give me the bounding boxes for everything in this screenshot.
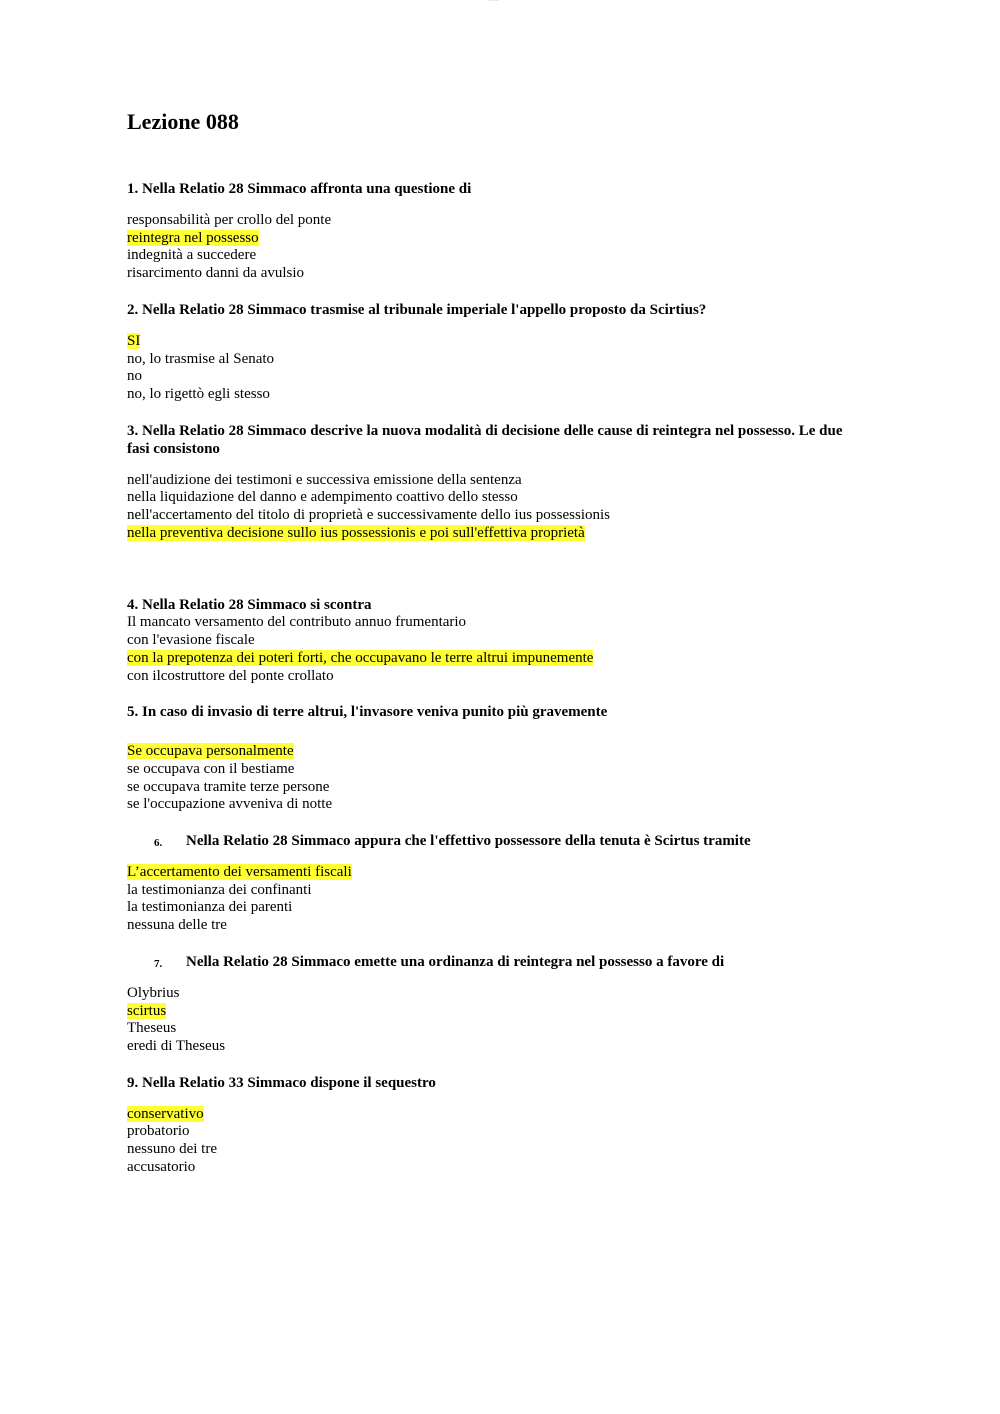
answer-options <box>127 743 867 814</box>
answer-options <box>127 1106 867 1177</box>
answer-options <box>127 864 867 935</box>
answer-option-text: nessuna delle tre <box>127 917 227 934</box>
answer-option-text: Se occupava personalmente <box>127 743 294 760</box>
answer-option <box>127 368 867 386</box>
answer-option-correct <box>127 230 867 248</box>
answer-option <box>127 882 867 900</box>
question-2 <box>127 301 867 404</box>
answer-option-text: nessuno dei tre <box>127 1141 217 1158</box>
answer-option <box>127 632 867 650</box>
answer-options <box>127 333 867 404</box>
question-1 <box>127 180 867 283</box>
question-number: 6. <box>154 837 163 850</box>
answer-option <box>127 614 867 632</box>
answer-options <box>127 985 867 1056</box>
document-page <box>127 108 867 1195</box>
question-text: 2. Nella Relatio 28 Simmaco trasmise al tribunale imperiale l'appello proposto da Scirtius? <box>127 301 707 318</box>
answer-option <box>127 668 867 686</box>
answer-options <box>127 614 867 685</box>
answer-option-text: con la prepotenza dei poteri forti, che occupavano le terre altrui impunemente <box>127 649 594 666</box>
question-7 <box>127 953 867 1056</box>
answer-option-text: nella preventiva decisione sullo ius possessionis e poi sull'effettiva proprietà <box>127 524 585 541</box>
answer-option-text: se occupava tramite terze persone <box>127 778 330 795</box>
question-text: Nella Relatio 28 Simmaco appura che l'effettivo possessore della tenuta è Scirtus tramite <box>186 833 751 850</box>
answer-option-correct <box>127 525 867 543</box>
question-text: 5. In caso di invasio di terre altrui, l'invasore veniva punito più gravemente <box>127 704 608 721</box>
answer-option <box>127 761 867 779</box>
answer-option-text: nella liquidazione del danno e adempimento coattivo dello stesso <box>127 489 518 506</box>
question-text: 1. Nella Relatio 28 Simmaco affronta una questione di <box>127 181 472 197</box>
answer-option <box>127 1141 867 1159</box>
question-9 <box>127 1074 867 1177</box>
answer-option-text: Theseus <box>127 1020 177 1037</box>
answer-option-text: eredi di Theseus <box>127 1037 226 1054</box>
answer-option-text: conservativo <box>127 1105 204 1122</box>
answer-option-text: indegnità a succedere <box>127 247 257 264</box>
answer-option-text: no, lo rigettò egli stesso <box>127 385 270 402</box>
answer-option-text: con l'evasione fiscale <box>127 632 255 649</box>
answer-option <box>127 1038 867 1056</box>
question-text: 9. Nella Relatio 33 Simmaco dispone il sequestro <box>127 1074 436 1091</box>
answer-option-text: la testimonianza dei parenti <box>127 899 293 916</box>
answer-option <box>127 917 867 935</box>
answer-option-text: se occupava con il bestiame <box>127 760 295 777</box>
answer-option-correct <box>127 864 867 882</box>
answer-option-text: SI <box>127 332 141 349</box>
answer-option <box>127 796 867 814</box>
question-6 <box>127 832 867 935</box>
answer-option-text: Olybrius <box>127 984 180 1001</box>
answer-option <box>127 247 867 265</box>
page-title: Lezione 088 <box>127 109 239 134</box>
answer-option-text: se l'occupazione avveniva di notte <box>127 796 333 813</box>
answer-options <box>127 212 867 283</box>
answer-option <box>127 1123 867 1141</box>
answer-option-text: scirtus <box>127 1002 167 1019</box>
answer-option-text: no <box>127 368 142 385</box>
answer-option-text: no, lo trasmise al Senato <box>127 350 275 367</box>
answer-option-text: responsabilità per crollo del ponte <box>127 212 332 228</box>
answer-option <box>127 1020 867 1038</box>
answer-option <box>127 386 867 404</box>
answer-option-text: reintegra nel possesso <box>127 229 259 246</box>
question-text: 3. Nella Relatio 28 Simmaco descrive la nuova modalità di decisione delle cause di reintegra nel possesso. Le due fasi consistono <box>127 422 843 457</box>
question-3 <box>127 422 867 543</box>
answer-option-text: risarcimento danni da avulsio <box>127 265 305 282</box>
page-header-mark: — — — <box>488 0 499 2</box>
answer-option-text: nell'accertamento del titolo di proprietà e successivamente dello ius possessionis <box>127 507 610 524</box>
answer-option-correct <box>127 1003 867 1021</box>
answer-option-correct <box>127 1106 867 1124</box>
answer-option-text: nell'audizione dei testimoni e successiva emissione della sentenza <box>127 471 522 488</box>
answer-option <box>127 899 867 917</box>
answer-option-text: L’accertamento dei versamenti fiscali <box>127 864 352 881</box>
answer-option <box>127 351 867 369</box>
question-text: 4. Nella Relatio 28 Simmaco si scontra <box>127 597 372 614</box>
answer-option-text: probatorio <box>127 1123 190 1140</box>
answer-option-correct <box>127 743 867 761</box>
answer-option <box>127 507 867 525</box>
answer-option-text: la testimonianza dei confinanti <box>127 881 312 898</box>
answer-option-correct <box>127 650 867 668</box>
answer-option-text: Il mancato versamento del contributo annuo frumentario <box>127 614 467 631</box>
answer-option <box>127 472 867 490</box>
answer-options <box>127 472 867 543</box>
question-5 <box>127 703 867 814</box>
blank-space <box>127 560 867 596</box>
question-number: 7. <box>154 957 163 970</box>
answer-option <box>127 779 867 797</box>
answer-option <box>127 212 867 230</box>
question-text: Nella Relatio 28 Simmaco emette una ordinanza di reintegra nel possesso a favore di <box>186 953 725 970</box>
question-text-row <box>127 832 867 850</box>
answer-option <box>127 265 867 283</box>
answer-option <box>127 489 867 507</box>
answer-option-correct <box>127 333 867 351</box>
answer-option-text: accusatorio <box>127 1158 196 1175</box>
question-text-row <box>127 953 867 971</box>
answer-option <box>127 1159 867 1177</box>
answer-option-text: con ilcostruttore del ponte crollato <box>127 667 334 684</box>
question-4 <box>127 596 867 685</box>
answer-option <box>127 985 867 1003</box>
